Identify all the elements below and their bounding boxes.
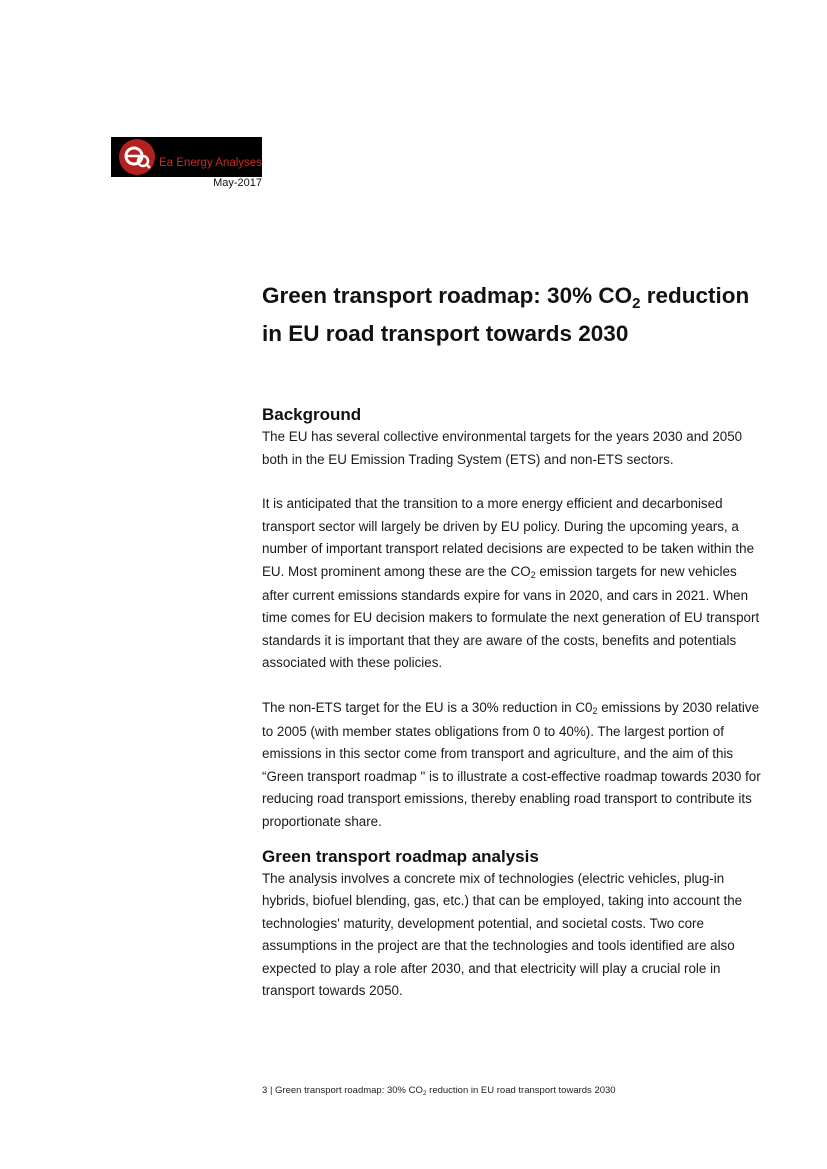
background-paragraph-3 (262, 697, 762, 834)
main-content (262, 278, 762, 1003)
document-title (262, 278, 762, 351)
footer-subscript: 2 (422, 1089, 427, 1097)
paragraph-text: The non-ETS target for the EU is a 30% reduction in C0 (262, 699, 593, 715)
subscript: 2 (530, 569, 536, 580)
title-line2-text: in EU road transport towards 2030 (262, 321, 629, 346)
document-date: May-2017 (213, 177, 262, 189)
title-subscript: 2 (632, 295, 641, 312)
footer-text: Green transport roadmap: 30% CO (275, 1085, 423, 1096)
section-heading-background: Background (262, 405, 362, 424)
paragraph-text: emissions by 2030 relative to 2005 (with member states obligations from 0 to 40%). The largest portion of emissions in this sector come from transport and agriculture, and the aim of this “Green transport roadmap " is to illustrate a cost-effective roadmap towards 2030 for reducing road transport emissions, thereby enabling road transport to contribute its proportionate share. (262, 699, 761, 829)
paragraph-text: It is anticipated that the transition to a more energy efficient and decarbonised transport sector will largely be driven by EU policy. During the upcoming years, a number of important transport related decisions are expected to be taken within the EU. Most prominent among these are the CO (262, 496, 755, 579)
footer-text-end: reduction in EU road transport towards 2030 (426, 1085, 616, 1096)
footer-separator: | (269, 1085, 273, 1096)
logo-mark-icon (119, 139, 155, 175)
background-paragraph-1: The EU has several collective environmental targets for the years 2030 and 2050 both in the EU Emission Trading System (ETS) and non-ETS sectors. (262, 429, 743, 467)
company-logo (111, 137, 262, 177)
page-footer (262, 1085, 616, 1096)
paragraph-text: emission targets for new vehicles after current emissions standards expire for vans in 2020, and cars in 2021. When time comes for EU decision makers to formulate the next generation of EU transport standards it is important that they are aware of the costs, benefits and potentials associated with these policies. (262, 563, 760, 671)
section-heading-analysis: Green transport roadmap analysis (262, 846, 539, 866)
title-line1-end: reduction (640, 283, 750, 308)
title-line1-text: Green transport roadmap: 30% CO (262, 283, 633, 308)
analysis-paragraph-1: The analysis involves a concrete mix of technologies (electric vehicles, plug-in hybrids, biofuel blending, gas, etc.) that can be employed, taking into account the technologies' maturity, development potential, and societal costs. Two core assumptions in the project are that the technologies and tools identified are also expected to play a role after 2030, and that electricity will play a crucial role in transport towards 2050. (262, 870, 743, 999)
background-paragraph-2 (262, 493, 762, 675)
logo-text: Ea Energy Analyses (159, 157, 262, 169)
subscript: 2 (592, 705, 598, 716)
page-number: 3 (262, 1085, 268, 1096)
